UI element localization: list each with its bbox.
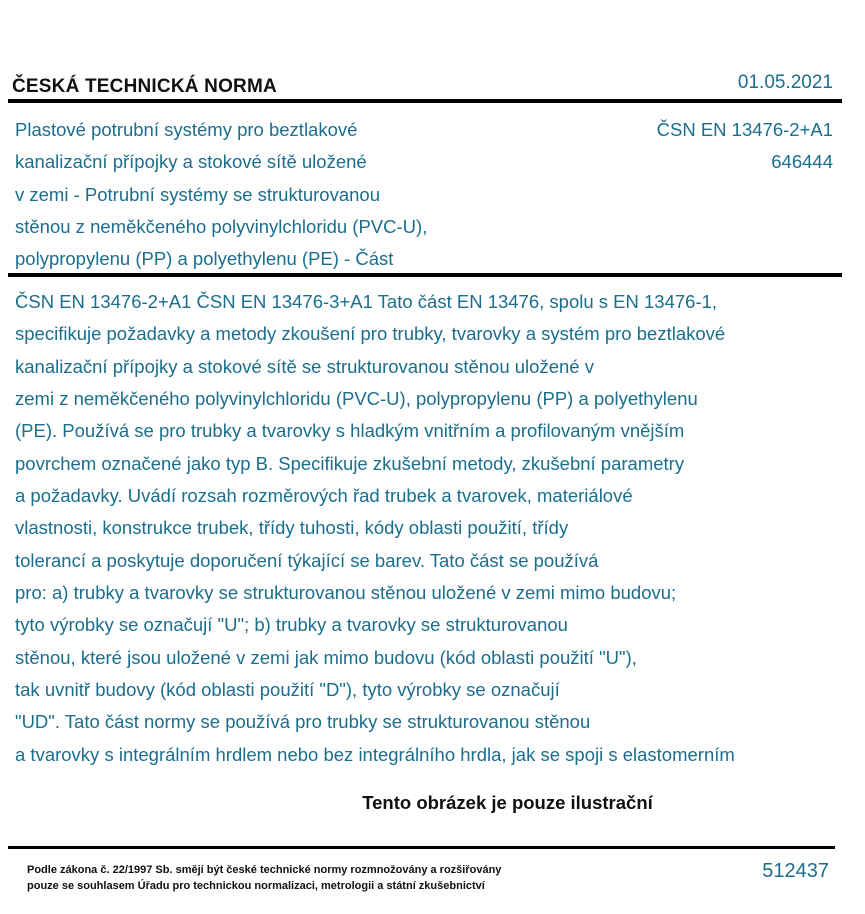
standard-title	[15, 114, 535, 275]
abstract-line: pro: a) trubky a tvarovky se strukturovanou stěnou uložené v zemi mimo budovu;	[15, 582, 677, 604]
abstract-line: a tvarovky s integrálním hrdlem nebo bez integrálního hrdla, jak se spoji s elastomerním	[15, 743, 735, 765]
header-date: 01.05.2021	[737, 72, 833, 93]
abstract-line: povrchem označené jako typ B. Specifikuje zkušební metody, zkušební parametry	[15, 452, 685, 474]
abstract-line: (PE). Používá se pro trubky a tvarovky s hladkým vnitřním a profilovaným vnějším	[15, 420, 685, 442]
abstract-line: stěnou, které jsou uložené v zemi jak mimo budovu (kód oblasti použití "U"),	[15, 646, 637, 668]
abstract-line: specifikuje požadavky a metody zkoušení pro trubky, tvarovky a systém pro beztlakové	[15, 323, 726, 345]
standard-title-line: polypropylenu (PP) a polyethylenu (PE) - Část	[15, 248, 394, 270]
standard-title-line: Plastové potrubní systémy pro beztlakové	[15, 119, 358, 140]
standard-title-line: kanalizační přípojky a stokové sítě uložené	[15, 151, 367, 173]
footer-legal-line: Podle zákona č. 22/1997 Sb. smějí být české technické normy rozmnožovány a rozšiřovány	[27, 864, 502, 876]
illustration-note: Tento obrázek je pouze ilustrační	[362, 792, 653, 813]
footer-document-number: 512437	[762, 860, 829, 882]
header-divider	[8, 99, 842, 103]
abstract-text	[15, 286, 860, 771]
abstract-line: vlastnosti, konstrukce trubek, třídy tuhosti, kódy oblasti použití, třídy	[15, 517, 569, 539]
abstract-line: kanalizační přípojky a stokové sítě se strukturovanou stěnou uložené v	[15, 355, 594, 377]
abstract-line: "UD". Tato část normy se používá pro trubky se strukturovanou stěnou	[15, 711, 591, 733]
standard-title-line: stěnou z neměkčeného polyvinylchloridu (PVC-U),	[15, 215, 428, 237]
abstract-line: ČSN EN 13476-2+A1 ČSN EN 13476-3+A1 Tato část EN 13476, spolu s EN 13476-1,	[15, 291, 718, 312]
abstract-line: tolerancí a poskytuje doporučení týkající se barev. Tato část se používá	[15, 549, 599, 571]
abstract-line: tak uvnitř budovy (kód oblasti použití "D"), tyto výrobky se označují	[15, 679, 560, 701]
abstract-line: zemi z neměkčeného polyvinylchloridu (PVC-U), polypropylenu (PP) a polyethylenu	[15, 388, 698, 410]
footer-divider	[8, 846, 835, 849]
header-title: ČESKÁ TECHNICKÁ NORMA	[12, 76, 277, 97]
abstract-line: a požadavky. Uvádí rozsah rozměrových řad trubek a tvarovek, materiálové	[15, 485, 633, 507]
standard-class-number: 646444	[771, 151, 833, 173]
footer-legal-notice	[27, 862, 501, 894]
standard-code-block	[657, 114, 833, 179]
standard-code: ČSN EN 13476-2+A1	[656, 119, 833, 140]
footer-legal-line: pouze se souhlasem Úřadu pro technickou normalizaci, metrologii a státní zkušebnictví	[27, 880, 485, 892]
standard-title-line: v zemi - Potrubní systémy se strukturovanou	[15, 183, 380, 205]
abstract-line: tyto výrobky se označují "U"; b) trubky a tvarovky se strukturovanou	[15, 614, 568, 636]
title-divider	[8, 273, 842, 277]
